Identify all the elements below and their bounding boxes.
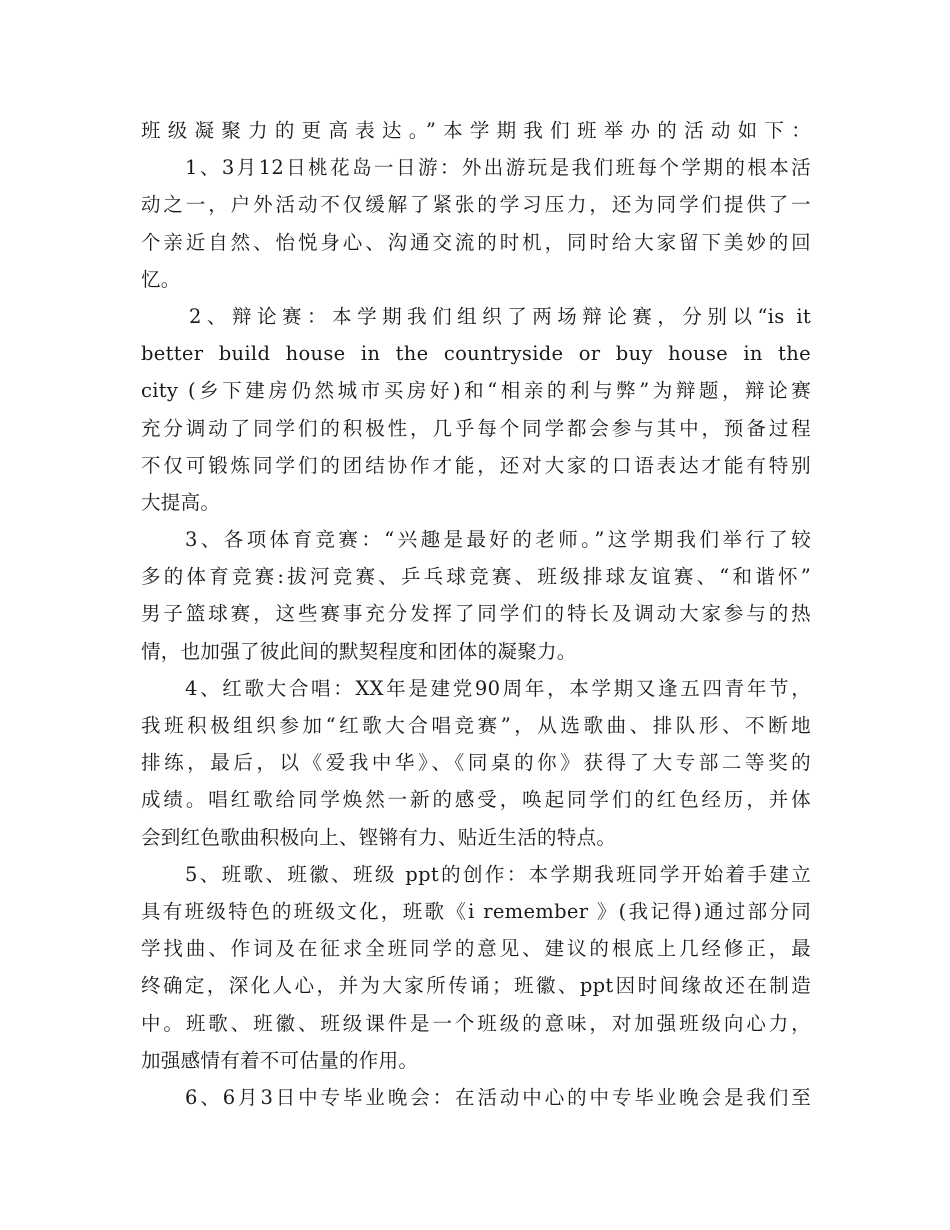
text-line: 忆。	[141, 267, 181, 291]
text-line: 4、红歌大合唱：XX年是建党90周年，本学期又逢五四青年节，	[185, 676, 811, 700]
text-line: 成绩。唱红歌给同学焕然一新的感受，唤起同学们的红色经历，并体	[141, 788, 811, 812]
document-body	[141, 112, 811, 1116]
text-line: 2、辩论赛：本学期我们组织了两场辩论赛，分别以“is it	[189, 304, 811, 328]
text-line: 会到红色歌曲积极向上、铿锵有力、贴近生活的特点。	[141, 825, 617, 849]
text-line: 1、3月12日桃花岛一日游：外出游玩是我们班每个学期的根本活	[185, 156, 811, 180]
text-line: city (乡下建房仍然城市买房好)和“相亲的利与弊”为辩题，辩论赛	[141, 379, 811, 403]
text-line: 多的体育竞赛:拔河竞赛、乒乓球竞赛、班级排球友谊赛、“和谐怀”	[141, 565, 811, 589]
text-line: 排练，最后，以《爱我中华》、《同桌的你》获得了大专部二等奖的	[141, 751, 811, 775]
text-line: 男子篮球赛，这些赛事充分发挥了同学们的特长及调动大家参与的热	[141, 602, 811, 626]
text-line: 个亲近自然、怡悦身心、沟通交流的时机，同时给大家留下美妙的回	[141, 230, 811, 254]
text-line: 大提高。	[141, 490, 221, 514]
text-line: 充分调动了同学们的积极性，几乎每个同学都会参与其中，预备过程	[141, 416, 811, 440]
text-line: 学找曲、作词及在征求全班同学的意见、建议的根底上几经修正，最	[141, 937, 811, 961]
text-line: 加强感情有着不可估量的作用。	[141, 1048, 419, 1072]
text-line: 我班积极组织参加“红歌大合唱竞赛”，从选歌曲、排队形、不断地	[141, 714, 811, 737]
text-line: 具有班级特色的班级文化，班歌《i remember 》(我记得)通过部分同	[141, 899, 811, 923]
text-line: 班级凝聚力的更高表达。”本学期我们班举办的活动如下：	[141, 119, 811, 142]
text-line: 5、班歌、班徽、班级 ppt的创作：本学期我班同学开始着手建立	[185, 862, 811, 886]
text-line: 不仅可锻炼同学们的团结协作才能，还对大家的口语表达才能有特别	[141, 453, 811, 477]
text-line: 6、6月3日中专毕业晚会：在活动中心的中专毕业晚会是我们至	[185, 1085, 811, 1109]
text-line: 3、各项体育竞赛：“兴趣是最好的老师。”这学期我们举行了较	[185, 528, 811, 552]
text-line: better build house in the countryside or buy house in the	[141, 342, 811, 366]
text-line: 中。班歌、班徽、班级课件是一个班级的意味，对加强班级向心力，	[141, 1011, 811, 1035]
text-line: 终确定，深化人心，并为大家所传诵；班徽、ppt因时间缘故还在制造	[141, 974, 811, 998]
text-line: 动之一，户外活动不仅缓解了紧张的学习压力，还为同学们提供了一	[141, 193, 811, 217]
text-line: 情，也加强了彼此间的默契程度和团体的凝聚力。	[141, 639, 577, 663]
